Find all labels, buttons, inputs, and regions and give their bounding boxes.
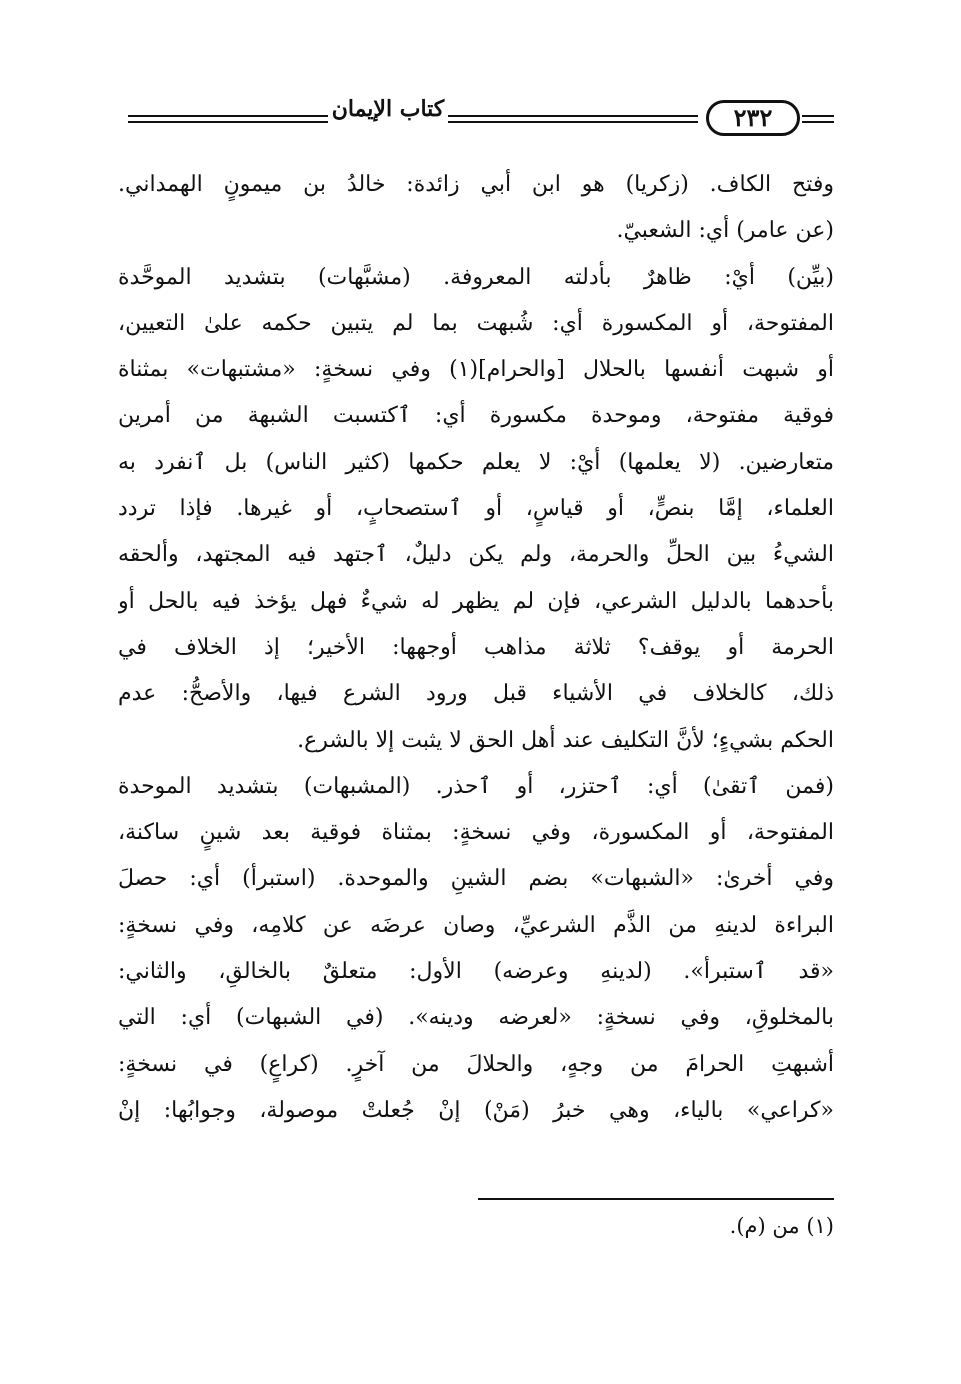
header-rule-left [128, 115, 328, 117]
body-line: (بيِّن) أيْ: ظاهرٌ بأدلته المعروفة. (مشبَّهات) بتشديد الموحَّدة [118, 264, 834, 290]
footnote-separator [478, 1198, 834, 1200]
body-line: الحكم بشيءٍ؛ لأنَّ التكليف عند أهل الحق لا يثبت إلا بالشرع. [297, 727, 834, 753]
header-rule-right [802, 115, 834, 117]
body-line: «كراعي» بالياء، وهي خبرُ (مَنْ) إنْ جُعلتْ موصولة، وجوابُها: إنْ [118, 1097, 834, 1123]
header-rule-right-second [802, 121, 834, 123]
body-line: بالمخلوقِ، وفي نسخةٍ: «لعرضه ودينه». (في الشبهات) أي: التي [118, 1005, 834, 1031]
header-rule-middle-second [448, 121, 698, 123]
body-line: العلماء، إمَّا بنصٍّ، أو قياسٍ، أو ٱستصحابٍ، أو غيرها. فإذا تردد [118, 496, 834, 522]
body-line: (عن عامر) أي: الشعبيّ. [616, 218, 834, 244]
header-rule-left-second [128, 121, 328, 123]
footnote: (١) من (م). [729, 1214, 834, 1238]
body-line: الحرمة أو يوقف؟ ثلاثة مذاهب أوجهها: الأخير؛ إذ الخلاف في [118, 634, 834, 660]
body-line: فوقية مفتوحة، وموحدة مكسورة أي: ٱكتسبت الشبهة من أمرين [118, 403, 834, 429]
body-line: أشبهتِ الحرامَ من وجهٍ، والحلالَ من آخرٍ. (كراعٍ) في نسخةٍ: [118, 1051, 834, 1077]
body-line: المفتوحة، أو المكسورة، وفي نسخةٍ: بمثناة فوقية بعد شينٍ ساكنة، [118, 820, 834, 846]
header-rule-middle [448, 115, 698, 117]
body-text [118, 162, 834, 1134]
body-line: أو شبهت أنفسها بالحلال [والحرام](١) وفي نسخةٍ: «مشتبهات» بمثناة [118, 357, 834, 383]
body-line: وفي أخرىٰ: «الشبهات» بضم الشينِ والموحدة. (استبرأ) أي: حصلَ [118, 866, 834, 892]
body-line: الشيءُ بين الحلِّ والحرمة، ولم يكن دليلٌ، ٱجتهد فيه المجتهد، وألحقه [118, 542, 834, 568]
body-line: متعارضين. (لا يعلمها) أيْ: لا يعلم حكمها (كثير الناس) بل ٱنفرد به [118, 449, 834, 475]
body-line: البراءة لدينهِ من الذَّم الشرعيِّ، وصان عرضَه عن كلامِه، وفي نسخةٍ: [118, 912, 834, 938]
body-line: بأحدهما بالدليل الشرعي، فإن لم يظهر له شيءٌ فهل يؤخذ فيه بالحل أو [118, 588, 834, 614]
body-line: «قد ٱستبرأ». (لدينهِ وعرضه) الأول: متعلقٌ بالخالقِ، والثاني: [118, 959, 834, 985]
page-number-badge: ٢٣٢ [706, 100, 800, 136]
page-header [118, 90, 834, 146]
body-line: (فمن ٱتقىٰ) أي: ٱحتزر، أو ٱحذر. (المشبهات) بتشديد الموحدة [118, 773, 834, 799]
body-line: وفتح الكاف. (زكريا) هو ابن أبي زائدة: خالدُ بن ميمونٍ الهمداني. [118, 172, 834, 197]
body-line: المفتوحة، أو المكسورة أي: شُبهت بما لم يتبين حكمه علىٰ التعيين، [118, 310, 834, 336]
running-title: كتاب الإيمان [331, 96, 445, 122]
body-line: ذلك، كالخلاف في الأشياء قبل ورود الشرع فيها، والأصحُّ: عدم [118, 681, 834, 707]
